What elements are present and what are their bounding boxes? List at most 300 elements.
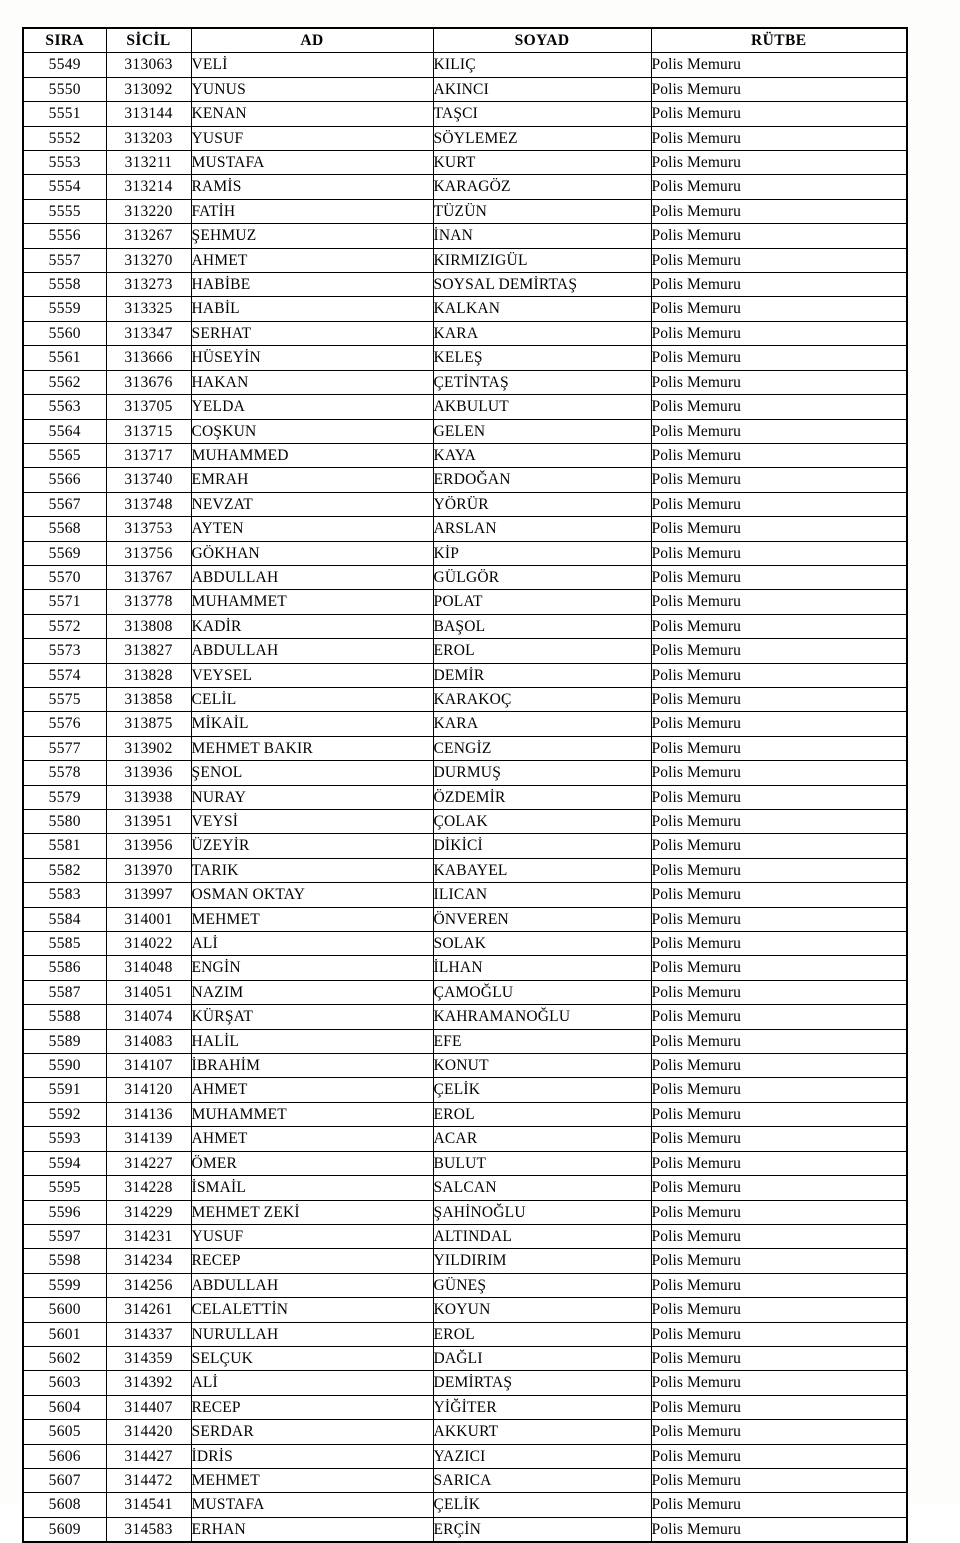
cell-soyad: KELEŞ — [433, 346, 651, 370]
cell-soyad: EROL — [433, 1102, 651, 1126]
cell-ad: SERDAR — [191, 1420, 433, 1444]
cell-sira: 5566 — [23, 468, 106, 492]
cell-sira: 5580 — [23, 810, 106, 834]
cell-sira: 5590 — [23, 1054, 106, 1078]
cell-ad: MUHAMMED — [191, 443, 433, 467]
cell-sira: 5557 — [23, 248, 106, 272]
cell-sira: 5559 — [23, 297, 106, 321]
cell-soyad: ILICAN — [433, 883, 651, 907]
table-row — [23, 834, 907, 858]
cell-ad: ÜZEYİR — [191, 834, 433, 858]
cell-soyad: İNAN — [433, 224, 651, 248]
table-row — [23, 1176, 907, 1200]
cell-sicil: 313970 — [106, 858, 191, 882]
cell-soyad: AKBULUT — [433, 395, 651, 419]
table-row — [23, 126, 907, 150]
cell-sira: 5550 — [23, 77, 106, 101]
cell-soyad: ÇOLAK — [433, 810, 651, 834]
cell-ad: RECEP — [191, 1395, 433, 1419]
cell-ad: HAKAN — [191, 370, 433, 394]
cell-rutbe: Polis Memuru — [651, 712, 907, 736]
table-row — [23, 297, 907, 321]
cell-sira: 5571 — [23, 590, 106, 614]
table-row — [23, 1420, 907, 1444]
cell-rutbe: Polis Memuru — [651, 395, 907, 419]
cell-ad: FATİH — [191, 199, 433, 223]
cell-rutbe: Polis Memuru — [651, 321, 907, 345]
cell-rutbe: Polis Memuru — [651, 736, 907, 760]
cell-rutbe: Polis Memuru — [651, 53, 907, 77]
cell-sicil: 314227 — [106, 1151, 191, 1175]
cell-soyad: KARA — [433, 321, 651, 345]
cell-soyad: DURMUŞ — [433, 761, 651, 785]
table-row — [23, 370, 907, 394]
cell-ad: MİKAİL — [191, 712, 433, 736]
cell-soyad: KIRMIZIGÜL — [433, 248, 651, 272]
cell-soyad: DEMİRTAŞ — [433, 1371, 651, 1395]
cell-soyad: ERÇİN — [433, 1517, 651, 1542]
table-row — [23, 761, 907, 785]
cell-rutbe: Polis Memuru — [651, 1029, 907, 1053]
table-row — [23, 1102, 907, 1126]
cell-rutbe: Polis Memuru — [651, 761, 907, 785]
cell-soyad: DAĞLI — [433, 1346, 651, 1370]
cell-sira: 5591 — [23, 1078, 106, 1102]
table-row — [23, 1322, 907, 1346]
cell-sicil: 313273 — [106, 273, 191, 297]
cell-ad: NURAY — [191, 785, 433, 809]
cell-sicil: 314022 — [106, 932, 191, 956]
cell-ad: ABDULLAH — [191, 565, 433, 589]
table-row — [23, 468, 907, 492]
cell-soyad: ÇAMOĞLU — [433, 980, 651, 1004]
cell-rutbe: Polis Memuru — [651, 102, 907, 126]
cell-ad: MEHMET ZEKİ — [191, 1200, 433, 1224]
table-row — [23, 565, 907, 589]
cell-sira: 5562 — [23, 370, 106, 394]
cell-sicil: 313858 — [106, 687, 191, 711]
cell-sira: 5568 — [23, 517, 106, 541]
cell-ad: YUNUS — [191, 77, 433, 101]
cell-soyad: AKINCI — [433, 77, 651, 101]
cell-sicil: 314228 — [106, 1176, 191, 1200]
cell-ad: VEYSİ — [191, 810, 433, 834]
cell-rutbe: Polis Memuru — [651, 1468, 907, 1492]
cell-sicil: 313756 — [106, 541, 191, 565]
cell-soyad: KARAGÖZ — [433, 175, 651, 199]
cell-sira: 5564 — [23, 419, 106, 443]
cell-sira: 5588 — [23, 1005, 106, 1029]
cell-sicil: 314407 — [106, 1395, 191, 1419]
cell-sicil: 313951 — [106, 810, 191, 834]
cell-sicil: 314256 — [106, 1273, 191, 1297]
table-row — [23, 175, 907, 199]
roster-table-container — [22, 27, 906, 1543]
cell-sira: 5606 — [23, 1444, 106, 1468]
table-row — [23, 102, 907, 126]
cell-sira: 5607 — [23, 1468, 106, 1492]
table-row — [23, 199, 907, 223]
cell-rutbe: Polis Memuru — [651, 199, 907, 223]
cell-rutbe: Polis Memuru — [651, 834, 907, 858]
cell-rutbe: Polis Memuru — [651, 1005, 907, 1029]
cell-ad: MUSTAFA — [191, 1493, 433, 1517]
cell-sira: 5553 — [23, 151, 106, 175]
cell-rutbe: Polis Memuru — [651, 1493, 907, 1517]
cell-sicil: 314120 — [106, 1078, 191, 1102]
cell-sicil: 313666 — [106, 346, 191, 370]
cell-sira: 5578 — [23, 761, 106, 785]
cell-sira: 5575 — [23, 687, 106, 711]
cell-sicil: 313902 — [106, 736, 191, 760]
table-row — [23, 1298, 907, 1322]
cell-sira: 5603 — [23, 1371, 106, 1395]
cell-rutbe: Polis Memuru — [651, 419, 907, 443]
cell-sira: 5582 — [23, 858, 106, 882]
cell-soyad: ALTINDAL — [433, 1224, 651, 1248]
cell-ad: CELİL — [191, 687, 433, 711]
cell-ad: SELÇUK — [191, 1346, 433, 1370]
table-row — [23, 639, 907, 663]
table-row — [23, 77, 907, 101]
cell-sicil: 314359 — [106, 1346, 191, 1370]
cell-sicil: 313144 — [106, 102, 191, 126]
table-row — [23, 883, 907, 907]
cell-soyad: ŞAHİNOĞLU — [433, 1200, 651, 1224]
cell-soyad: SOLAK — [433, 932, 651, 956]
cell-sira: 5599 — [23, 1273, 106, 1297]
cell-sicil: 313753 — [106, 517, 191, 541]
cell-sicil: 313938 — [106, 785, 191, 809]
cell-sicil: 313325 — [106, 297, 191, 321]
cell-soyad: YAZICI — [433, 1444, 651, 1468]
cell-sira: 5576 — [23, 712, 106, 736]
cell-ad: MUSTAFA — [191, 151, 433, 175]
cell-sicil: 313778 — [106, 590, 191, 614]
cell-soyad: EFE — [433, 1029, 651, 1053]
cell-sira: 5554 — [23, 175, 106, 199]
table-row — [23, 785, 907, 809]
cell-sira: 5560 — [23, 321, 106, 345]
cell-rutbe: Polis Memuru — [651, 858, 907, 882]
cell-sira: 5581 — [23, 834, 106, 858]
cell-sira: 5609 — [23, 1517, 106, 1542]
table-row — [23, 419, 907, 443]
column-header-rutbe: RÜTBE — [651, 28, 907, 53]
cell-rutbe: Polis Memuru — [651, 297, 907, 321]
cell-sira: 5549 — [23, 53, 106, 77]
cell-ad: TARIK — [191, 858, 433, 882]
cell-ad: İDRİS — [191, 1444, 433, 1468]
cell-rutbe: Polis Memuru — [651, 1054, 907, 1078]
cell-rutbe: Polis Memuru — [651, 273, 907, 297]
cell-sicil: 314229 — [106, 1200, 191, 1224]
table-body — [23, 53, 907, 1542]
table-row — [23, 1054, 907, 1078]
cell-sicil: 313676 — [106, 370, 191, 394]
cell-rutbe: Polis Memuru — [651, 126, 907, 150]
table-row — [23, 541, 907, 565]
cell-sira: 5584 — [23, 907, 106, 931]
cell-soyad: ÖNVEREN — [433, 907, 651, 931]
cell-soyad: ERDOĞAN — [433, 468, 651, 492]
cell-sicil: 313767 — [106, 565, 191, 589]
cell-sira: 5573 — [23, 639, 106, 663]
table-row — [23, 1346, 907, 1370]
cell-soyad: AKKURT — [433, 1420, 651, 1444]
cell-rutbe: Polis Memuru — [651, 1249, 907, 1273]
cell-ad: ALİ — [191, 932, 433, 956]
cell-soyad: EROL — [433, 639, 651, 663]
cell-ad: NEVZAT — [191, 492, 433, 516]
cell-soyad: KILIÇ — [433, 53, 651, 77]
table-row — [23, 1444, 907, 1468]
cell-soyad: SÖYLEMEZ — [433, 126, 651, 150]
table-row — [23, 248, 907, 272]
cell-sira: 5567 — [23, 492, 106, 516]
cell-ad: ENGİN — [191, 956, 433, 980]
cell-sicil: 314472 — [106, 1468, 191, 1492]
column-header-sicil: SİCİL — [106, 28, 191, 53]
cell-ad: YUSUF — [191, 126, 433, 150]
cell-soyad: KAYA — [433, 443, 651, 467]
cell-sira: 5602 — [23, 1346, 106, 1370]
table-row — [23, 224, 907, 248]
cell-sicil: 313203 — [106, 126, 191, 150]
header-row — [23, 28, 907, 53]
cell-ad: AYTEN — [191, 517, 433, 541]
cell-rutbe: Polis Memuru — [651, 370, 907, 394]
personnel-roster-table — [22, 27, 908, 1543]
cell-ad: MEHMET BAKIR — [191, 736, 433, 760]
cell-ad: MUHAMMET — [191, 1102, 433, 1126]
cell-ad: ABDULLAH — [191, 639, 433, 663]
cell-rutbe: Polis Memuru — [651, 932, 907, 956]
table-row — [23, 980, 907, 1004]
cell-rutbe: Polis Memuru — [651, 663, 907, 687]
cell-ad: MEHMET — [191, 907, 433, 931]
cell-sira: 5570 — [23, 565, 106, 589]
cell-sicil: 314583 — [106, 1517, 191, 1542]
cell-soyad: KONUT — [433, 1054, 651, 1078]
table-row — [23, 517, 907, 541]
cell-soyad: POLAT — [433, 590, 651, 614]
table-row — [23, 53, 907, 77]
table-row — [23, 932, 907, 956]
cell-sira: 5563 — [23, 395, 106, 419]
cell-rutbe: Polis Memuru — [651, 1127, 907, 1151]
table-row — [23, 1127, 907, 1151]
cell-soyad: ARSLAN — [433, 517, 651, 541]
cell-sira: 5587 — [23, 980, 106, 1004]
cell-sicil: 314234 — [106, 1249, 191, 1273]
table-row — [23, 1395, 907, 1419]
cell-sicil: 313997 — [106, 883, 191, 907]
table-row — [23, 1151, 907, 1175]
cell-ad: VEYSEL — [191, 663, 433, 687]
table-row — [23, 1493, 907, 1517]
table-row — [23, 687, 907, 711]
column-header-soyad: SOYAD — [433, 28, 651, 53]
cell-rutbe: Polis Memuru — [651, 517, 907, 541]
table-row — [23, 590, 907, 614]
cell-ad: CELALETTİN — [191, 1298, 433, 1322]
cell-rutbe: Polis Memuru — [651, 151, 907, 175]
cell-sicil: 314420 — [106, 1420, 191, 1444]
cell-ad: KÜRŞAT — [191, 1005, 433, 1029]
cell-soyad: SARICA — [433, 1468, 651, 1492]
cell-sicil: 314074 — [106, 1005, 191, 1029]
cell-rutbe: Polis Memuru — [651, 1273, 907, 1297]
cell-soyad: ÇETİNTAŞ — [433, 370, 651, 394]
cell-soyad: KOYUN — [433, 1298, 651, 1322]
table-row — [23, 1029, 907, 1053]
cell-soyad: ÖZDEMİR — [433, 785, 651, 809]
cell-rutbe: Polis Memuru — [651, 468, 907, 492]
cell-sicil: 313936 — [106, 761, 191, 785]
cell-sira: 5592 — [23, 1102, 106, 1126]
cell-ad: ERHAN — [191, 1517, 433, 1542]
cell-rutbe: Polis Memuru — [651, 883, 907, 907]
cell-soyad: EROL — [433, 1322, 651, 1346]
cell-sira: 5586 — [23, 956, 106, 980]
cell-soyad: BULUT — [433, 1151, 651, 1175]
cell-rutbe: Polis Memuru — [651, 907, 907, 931]
cell-soyad: TAŞCI — [433, 102, 651, 126]
cell-sira: 5608 — [23, 1493, 106, 1517]
cell-ad: İBRAHİM — [191, 1054, 433, 1078]
cell-rutbe: Polis Memuru — [651, 175, 907, 199]
cell-sicil: 313956 — [106, 834, 191, 858]
cell-sicil: 313740 — [106, 468, 191, 492]
cell-rutbe: Polis Memuru — [651, 248, 907, 272]
cell-soyad: DİKİCİ — [433, 834, 651, 858]
cell-rutbe: Polis Memuru — [651, 980, 907, 1004]
cell-ad: AHMET — [191, 1127, 433, 1151]
cell-sicil: 314541 — [106, 1493, 191, 1517]
table-row — [23, 321, 907, 345]
table-row — [23, 956, 907, 980]
cell-rutbe: Polis Memuru — [651, 639, 907, 663]
cell-soyad: GÜLGÖR — [433, 565, 651, 589]
cell-sira: 5601 — [23, 1322, 106, 1346]
cell-soyad: YİĞİTER — [433, 1395, 651, 1419]
cell-soyad: KURT — [433, 151, 651, 175]
cell-sicil: 313715 — [106, 419, 191, 443]
cell-ad: NAZIM — [191, 980, 433, 1004]
cell-soyad: KARAKOÇ — [433, 687, 651, 711]
table-row — [23, 1224, 907, 1248]
cell-sira: 5597 — [23, 1224, 106, 1248]
cell-ad: ABDULLAH — [191, 1273, 433, 1297]
cell-sicil: 313705 — [106, 395, 191, 419]
table-row — [23, 1468, 907, 1492]
cell-ad: HALİL — [191, 1029, 433, 1053]
table-row — [23, 1517, 907, 1542]
cell-rutbe: Polis Memuru — [651, 1444, 907, 1468]
cell-sicil: 313270 — [106, 248, 191, 272]
cell-soyad: YILDIRIM — [433, 1249, 651, 1273]
cell-rutbe: Polis Memuru — [651, 1322, 907, 1346]
cell-ad: ÖMER — [191, 1151, 433, 1175]
cell-rutbe: Polis Memuru — [651, 810, 907, 834]
cell-soyad: SOYSAL DEMİRTAŞ — [433, 273, 651, 297]
cell-soyad: BAŞOL — [433, 614, 651, 638]
cell-sira: 5604 — [23, 1395, 106, 1419]
cell-soyad: KARA — [433, 712, 651, 736]
cell-ad: AHMET — [191, 248, 433, 272]
table-row — [23, 858, 907, 882]
table-row — [23, 346, 907, 370]
table-row — [23, 810, 907, 834]
cell-soyad: GELEN — [433, 419, 651, 443]
table-row — [23, 1371, 907, 1395]
cell-rutbe: Polis Memuru — [651, 1102, 907, 1126]
cell-sira: 5556 — [23, 224, 106, 248]
cell-sicil: 314083 — [106, 1029, 191, 1053]
cell-sira: 5555 — [23, 199, 106, 223]
cell-rutbe: Polis Memuru — [651, 687, 907, 711]
cell-rutbe: Polis Memuru — [651, 1078, 907, 1102]
cell-soyad: GÜNEŞ — [433, 1273, 651, 1297]
cell-rutbe: Polis Memuru — [651, 77, 907, 101]
cell-soyad: KALKAN — [433, 297, 651, 321]
cell-sira: 5572 — [23, 614, 106, 638]
cell-sira: 5583 — [23, 883, 106, 907]
cell-sira: 5574 — [23, 663, 106, 687]
cell-rutbe: Polis Memuru — [651, 1395, 907, 1419]
cell-sira: 5585 — [23, 932, 106, 956]
table-row — [23, 395, 907, 419]
cell-sicil: 313267 — [106, 224, 191, 248]
cell-ad: KADİR — [191, 614, 433, 638]
cell-ad: HÜSEYİN — [191, 346, 433, 370]
cell-rutbe: Polis Memuru — [651, 1371, 907, 1395]
cell-sicil: 313748 — [106, 492, 191, 516]
cell-sira: 5589 — [23, 1029, 106, 1053]
cell-ad: SERHAT — [191, 321, 433, 345]
cell-soyad: SALCAN — [433, 1176, 651, 1200]
cell-sicil: 313875 — [106, 712, 191, 736]
cell-sira: 5579 — [23, 785, 106, 809]
cell-sicil: 313828 — [106, 663, 191, 687]
cell-soyad: CENGİZ — [433, 736, 651, 760]
cell-rutbe: Polis Memuru — [651, 346, 907, 370]
cell-ad: GÖKHAN — [191, 541, 433, 565]
table-row — [23, 492, 907, 516]
cell-sicil: 314051 — [106, 980, 191, 1004]
cell-soyad: KİP — [433, 541, 651, 565]
cell-rutbe: Polis Memuru — [651, 614, 907, 638]
cell-sira: 5605 — [23, 1420, 106, 1444]
cell-rutbe: Polis Memuru — [651, 492, 907, 516]
cell-sicil: 314107 — [106, 1054, 191, 1078]
cell-ad: ALİ — [191, 1371, 433, 1395]
cell-soyad: ACAR — [433, 1127, 651, 1151]
cell-ad: ŞENOL — [191, 761, 433, 785]
cell-soyad: DEMİR — [433, 663, 651, 687]
table-row — [23, 1249, 907, 1273]
cell-ad: ŞEHMUZ — [191, 224, 433, 248]
cell-sira: 5558 — [23, 273, 106, 297]
cell-sira: 5565 — [23, 443, 106, 467]
table-row — [23, 1273, 907, 1297]
cell-sira: 5561 — [23, 346, 106, 370]
cell-sira: 5594 — [23, 1151, 106, 1175]
column-header-ad: AD — [191, 28, 433, 53]
cell-sira: 5595 — [23, 1176, 106, 1200]
cell-soyad: KAHRAMANOĞLU — [433, 1005, 651, 1029]
